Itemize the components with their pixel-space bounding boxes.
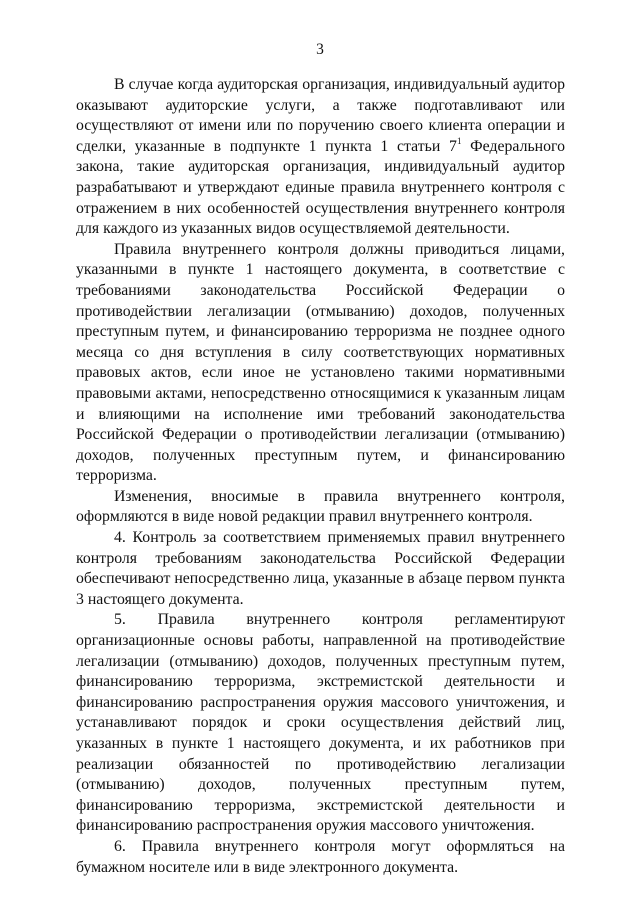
superscript: 1 xyxy=(456,135,462,146)
paragraph-amendments: Изменения, вносимые в правила внутреннего контроля, оформляются в виде новой редакции правил внутреннего контроля. xyxy=(76,487,565,526)
paragraph-item-6: 6. Правила внутреннего контроля могут оформляться на бумажном носителе или в виде электронного документа. xyxy=(76,837,565,876)
paragraph-text: Федерального закона, такие аудиторская организация, индивидуальный аудитор разрабатывают и утверждают единые правила внутреннего контроля с отражением в них особенностей осуществления внутреннего контроля для каждого из указанных видов осуществляемой деятельности. xyxy=(76,137,565,238)
paragraph-item-4: 4. Контроль за соответствием применяемых правил внутреннего контроля требованиям законодательства Российской Федерации обеспечивают непосредственно лица, указанные в абзаце первом пункта 3 настоящего документа. xyxy=(76,529,565,608)
paragraph-audit-rules xyxy=(76,75,565,240)
paragraph-item-5: 5. Правила внутреннего контроля регламентируют организационные основы работы, направленной на противодействие легализации (отмыванию) доходов, полученных преступным путем, финансированию терроризма, экстремистской деятельности и финансированию распространения оружия массового уничтожения, и устанавливают порядок и сроки осуществления действий лиц, указанных в пункте 1 настоящего документа, и их работников при реализации обязанностей по противодействию легализации (отмыванию) доходов, полученных преступным путем, финансированию терроризма, экстремистской деятельности и финансированию распространения оружия массового уничтожения. xyxy=(76,611,565,835)
document-body xyxy=(76,75,565,878)
page-number: 3 xyxy=(316,41,324,58)
paragraph-text: В случае когда аудиторская организация, индивидуальный аудитор оказывают аудиторские услуги, а также подготавливают или осуществляют от имени или по поручению своего клиента операции и сделки, указанные в подпункте 1 пункта 1 статьи 7 xyxy=(76,76,565,155)
paragraph-compliance-deadline: Правила внутреннего контроля должны приводиться лицами, указанными в пункте 1 настоящего документа, в соответствие с требованиями законодательства Российской Федерации о противодействии легализации (отмыванию) доходов, полученных преступным путем, и финансированию терроризма не позднее одного месяца со дня вступления в силу соответствующих нормативных правовых актов, если иное не установлено такими нормативными правовыми актами, непосредственно относящимися к указанным лицам и влияющими на исполнение ими требований законодательства Российской Федерации о противодействии легализации (отмыванию) доходов, полученных преступным путем, и финансированию терроризма. xyxy=(76,240,565,485)
